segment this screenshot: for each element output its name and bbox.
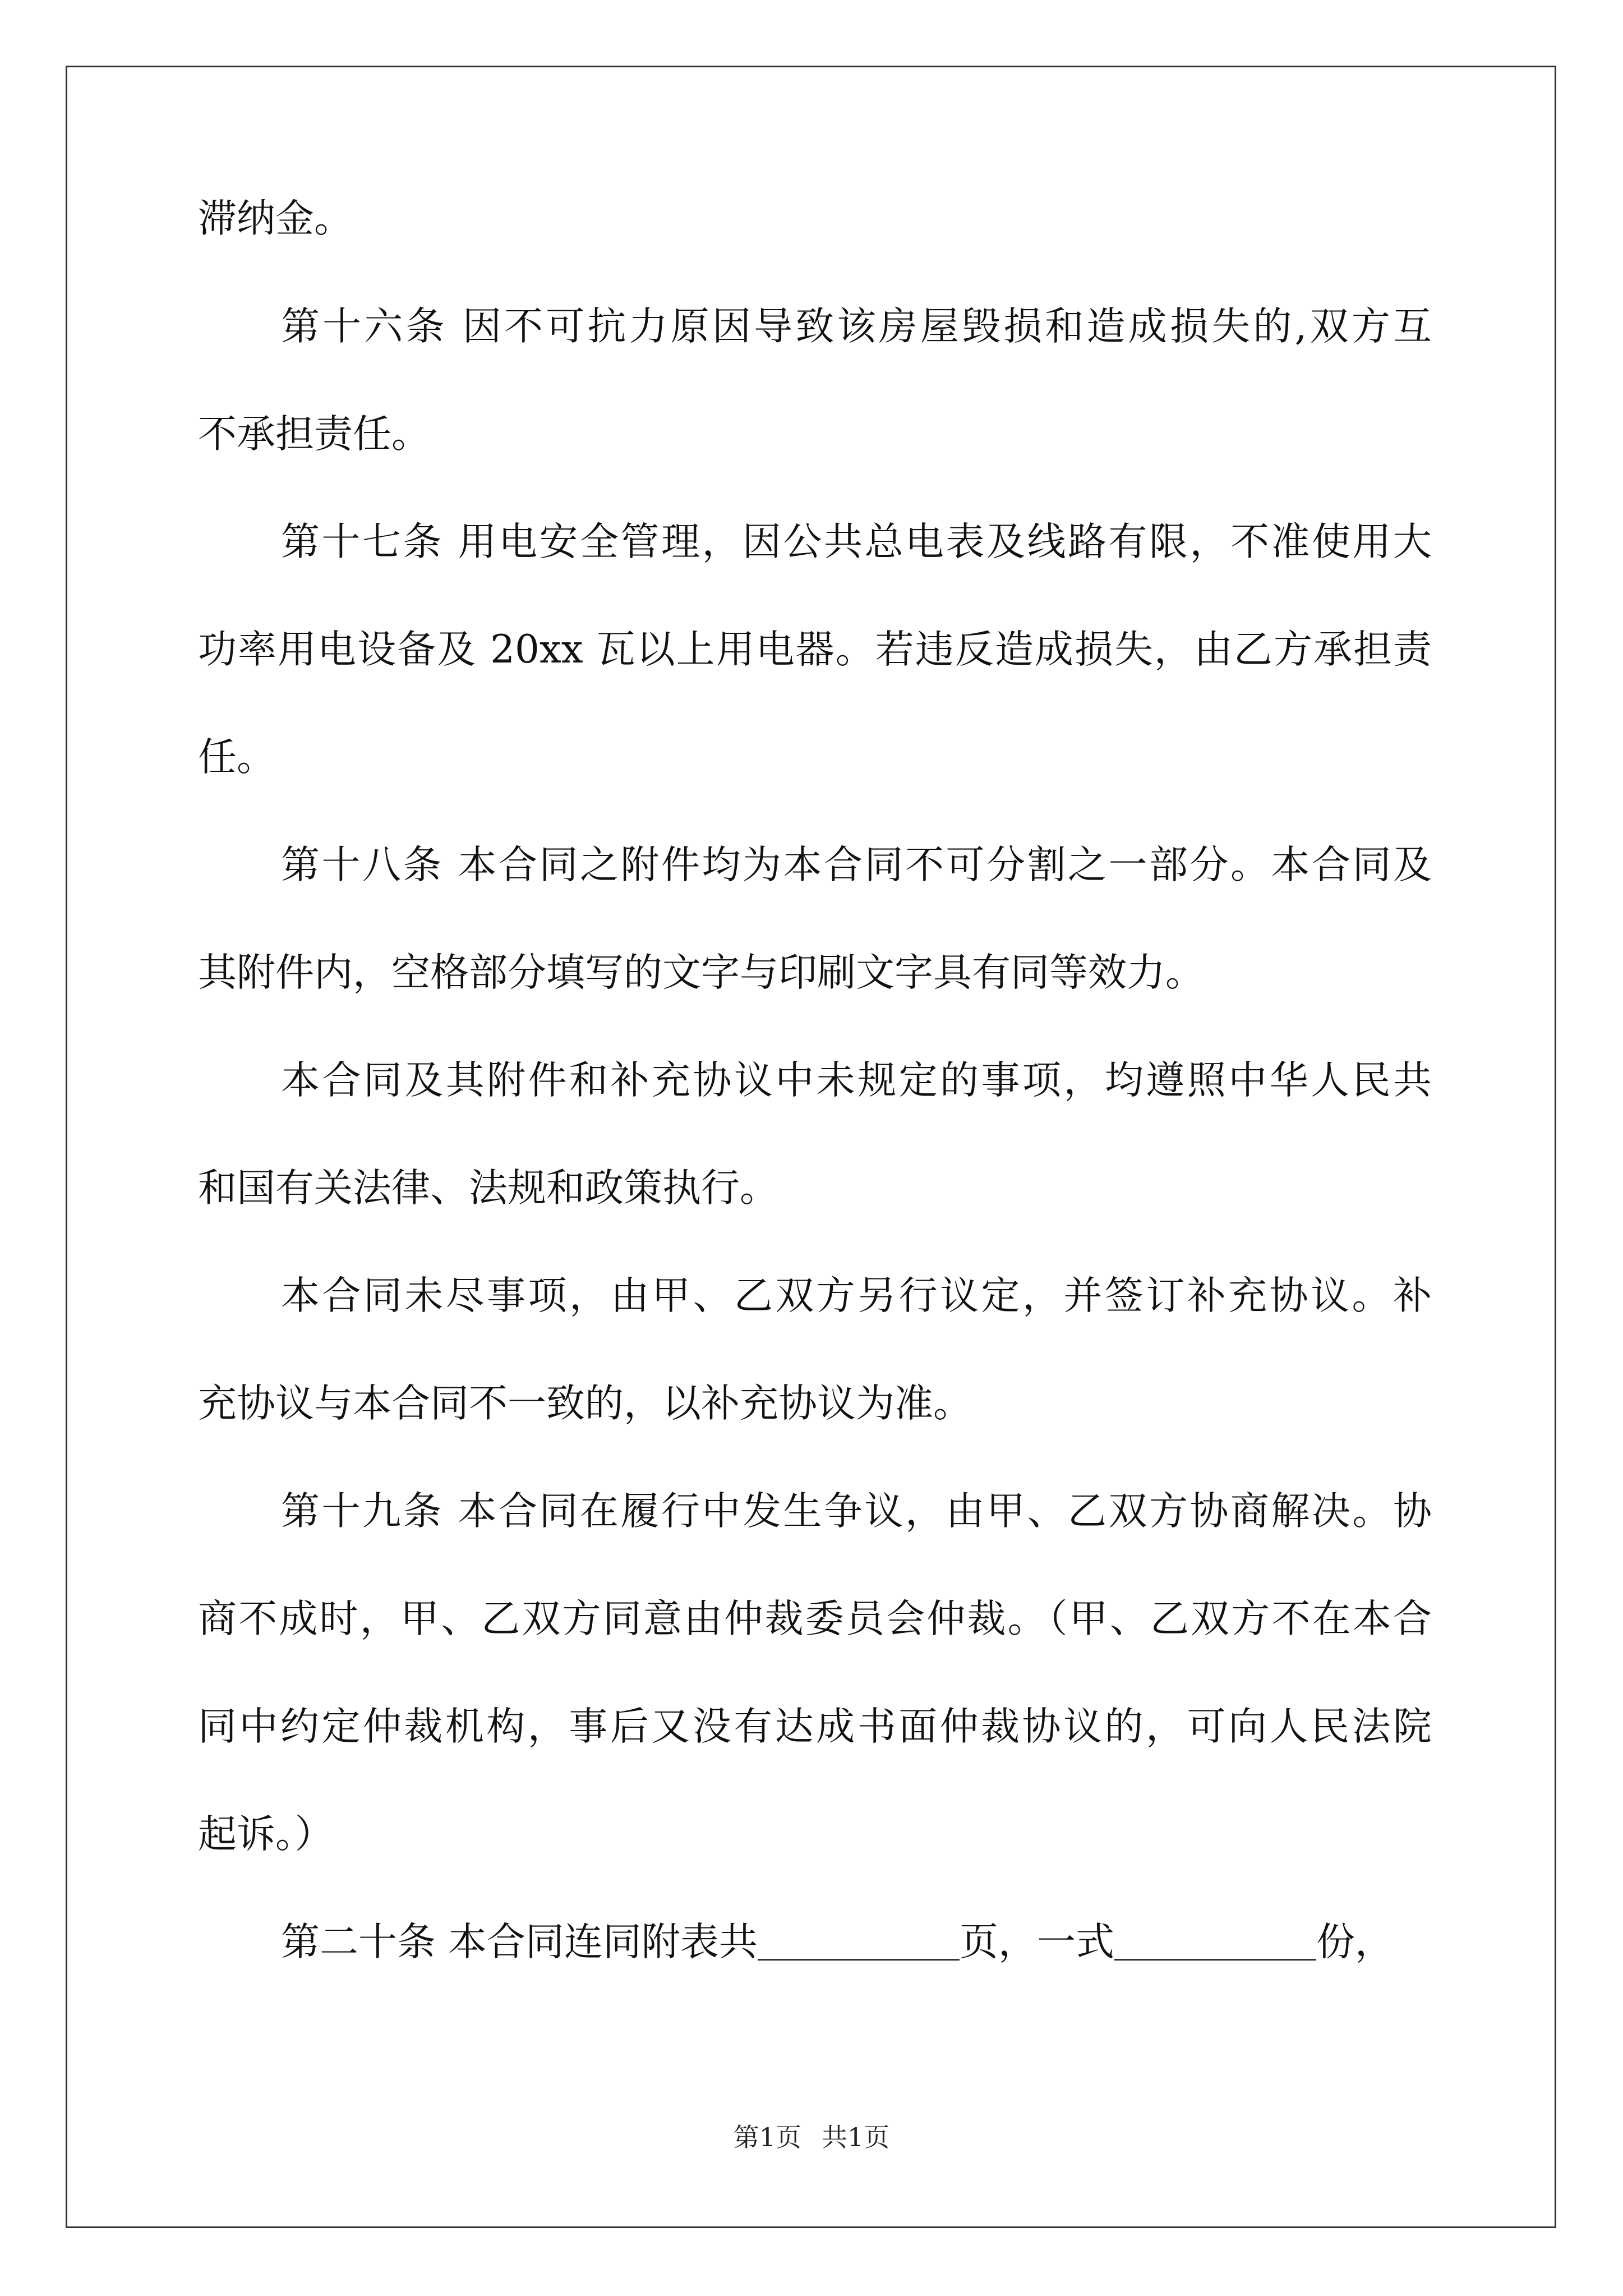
page-border: [66, 66, 1556, 2228]
text-line: 滞纳金。: [198, 196, 353, 241]
text-line: 功率用电设备及 20xx 瓦以上用电器。若违反造成损失，由乙方承担责: [198, 627, 1432, 672]
text-line-with-blanks: [198, 1908, 1432, 1976]
text-line: 任。: [198, 735, 275, 780]
text-segment: 份，: [1316, 1920, 1394, 1964]
blank-field-copies[interactable]: [1114, 1920, 1316, 1961]
page-footer: [0, 2120, 1623, 2154]
text-line: 第十七条 用电安全管理，因公共总电表及线路有限，不准使用大: [281, 519, 1432, 564]
text-line: 第十八条 本合同之附件均为本合同不可分割之一部分。本合同及: [281, 843, 1432, 887]
text-line: 本合同未尽事项，由甲、乙双方另行议定，并签订补充协议。补: [281, 1273, 1432, 1318]
text-line: 第十六条 因不可抗力原因导致该房屋毁损和造成损失的,双方互: [281, 304, 1432, 349]
page-number: 第1页: [733, 2122, 801, 2152]
text-line: 第十九条 本合同在履行中发生争议，由甲、乙双方协商解决。协: [281, 1489, 1432, 1534]
text-line: 商不成时，甲、乙双方同意由仲裁委员会仲裁。（甲、乙双方不在本合: [198, 1596, 1432, 1641]
text-line: 起诉。）: [198, 1812, 334, 1857]
text-line: 其附件内，空格部分填写的文字与印刷文字具有同等效力。: [198, 950, 1204, 995]
text-line: 充协议与本合同不一致的，以补充协议为准。: [198, 1381, 972, 1426]
text-line: 本合同及其附件和补充协议中未规定的事项，均遵照中华人民共: [281, 1058, 1432, 1103]
text-line: 和国有关法律、法规和政策执行。: [198, 1166, 778, 1211]
text-line: 同中约定仲裁机构，事后又没有达成书面仲裁协议的，可向人民法院: [198, 1704, 1432, 1749]
blank-field-pages[interactable]: [758, 1920, 960, 1961]
page-total: 共1页: [822, 2122, 890, 2152]
text-segment: 第二十条 本合同连同附表共: [281, 1920, 758, 1964]
text-line: 不承担责任。: [198, 412, 430, 457]
text-segment: 页，一式: [959, 1920, 1114, 1964]
